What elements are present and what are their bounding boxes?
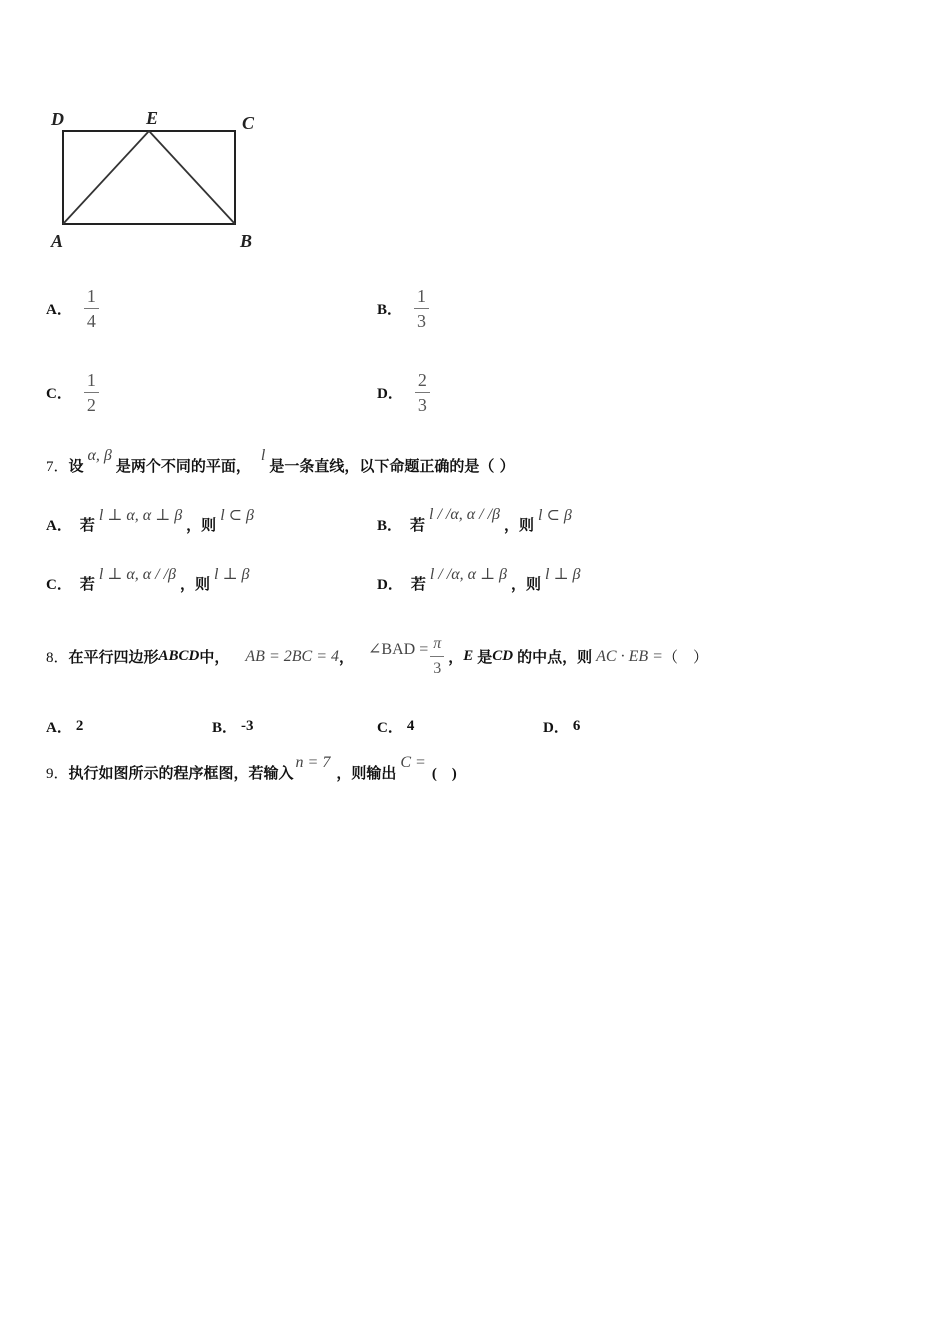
math-expression: α, β — [87, 446, 112, 464]
stem-text: 中， — [199, 648, 230, 666]
fraction: $\frac{1}{2}$ — [84, 370, 99, 415]
q7-stem — [46, 446, 515, 476]
option-value: 4 — [406, 718, 415, 734]
q7-option-a[interactable] — [46, 506, 255, 535]
stem-text: 设 — [68, 457, 84, 475]
math-expression: ∠BAD = — [368, 640, 429, 658]
q7-option-c[interactable] — [46, 565, 250, 594]
option-label: B． — [377, 302, 403, 318]
math-variable: ABCD — [158, 648, 200, 664]
option-label: B． — [212, 720, 238, 736]
fraction: $\frac{2}{3}$ — [415, 370, 430, 415]
q9-stem — [46, 753, 457, 783]
q7-option-d[interactable] — [377, 565, 581, 594]
math-expression: l / /α, α ⊥ β — [429, 565, 508, 583]
stem-text: 在平行四边形 — [68, 648, 159, 666]
q7-option-b[interactable] — [377, 505, 572, 535]
option-label: C． — [46, 386, 72, 402]
stem-text: ，则输出 — [336, 764, 397, 782]
option-value: 2 — [75, 718, 84, 734]
stem-text: 执行如图所示的程序框图，若输入 — [68, 764, 294, 782]
math-expression: l — [260, 446, 266, 464]
math-expression: l ⊥ α, α / /β — [98, 565, 177, 583]
stem-text: ， — [448, 648, 464, 666]
math-expression: AC · EB = — [596, 647, 663, 665]
question-number: 9． — [46, 766, 69, 782]
option-text: 若 — [79, 575, 95, 593]
option-text: 若 — [79, 516, 95, 534]
q8-option-b[interactable] — [212, 716, 254, 737]
option-text: ，则 — [511, 575, 542, 593]
q8-option-d[interactable] — [543, 716, 580, 737]
q8-option-c[interactable] — [377, 716, 414, 737]
question-number: 8． — [46, 650, 69, 666]
fraction: $\frac{1}{4}$ — [84, 286, 99, 331]
rectangle-figure — [45, 100, 275, 260]
q6-option-b[interactable] — [377, 286, 429, 331]
math-variable: CD — [492, 648, 514, 664]
option-label: D． — [543, 720, 569, 736]
math-expression: l ⊂ β — [538, 506, 572, 524]
fraction: $\frac{1}{3}$ — [414, 286, 429, 331]
option-text: 若 — [410, 575, 426, 593]
q6-option-a[interactable] — [46, 286, 99, 331]
segment-ea — [63, 131, 149, 224]
option-label: A． — [46, 302, 72, 318]
answer-blank: ( ) — [431, 766, 457, 782]
math-expression: l ⊥ β — [214, 565, 250, 583]
math-expression: l ⊂ β — [220, 506, 255, 524]
stem-text: 的中点，则 — [517, 648, 593, 666]
segment-eb — [149, 131, 235, 224]
option-label: A． — [46, 720, 72, 736]
option-value: -3 — [241, 718, 254, 734]
math-expression: l ⊥ α, α ⊥ β — [98, 506, 183, 524]
option-text: ，则 — [186, 516, 217, 534]
q8-option-a[interactable] — [46, 716, 83, 737]
math-expression: l / /α, α / /β — [429, 505, 501, 523]
q6-option-c[interactable] — [46, 370, 99, 415]
math-expression: n = 7 — [295, 753, 331, 771]
math-expression: AB = 2BC = 4 — [245, 647, 339, 665]
option-text: ，则 — [180, 575, 211, 593]
label-b: B — [240, 231, 253, 251]
option-text: ，则 — [504, 516, 535, 534]
option-label: D． — [377, 577, 403, 593]
fraction: $\frac{\pi}{3}$ — [430, 634, 444, 679]
label-e: E — [146, 108, 159, 128]
option-label: D． — [377, 386, 403, 402]
stem-text: 是 — [477, 648, 493, 666]
option-label: A． — [46, 518, 72, 534]
math-expression: C = — [400, 753, 426, 771]
label-d: D — [51, 109, 64, 129]
label-a: A — [51, 231, 64, 251]
stem-text: 是两个不同的平面， — [115, 457, 251, 475]
rectangle-abcd — [63, 131, 235, 224]
label-c: C — [242, 113, 255, 133]
option-label: B． — [377, 518, 403, 534]
question-number: 7． — [46, 459, 69, 475]
option-value: 6 — [572, 718, 581, 734]
stem-text: （ ） — [662, 648, 708, 666]
q8-stem — [46, 634, 708, 679]
stem-text: 是一条直线，以下命题正确的是（ ） — [269, 457, 515, 475]
option-label: C． — [377, 720, 403, 736]
stem-text: ， — [339, 648, 355, 666]
math-expression: l ⊥ β — [545, 565, 581, 583]
math-variable: E — [463, 648, 474, 664]
option-text: 若 — [410, 516, 426, 534]
option-label: C． — [46, 577, 72, 593]
q6-option-d[interactable] — [377, 370, 430, 415]
